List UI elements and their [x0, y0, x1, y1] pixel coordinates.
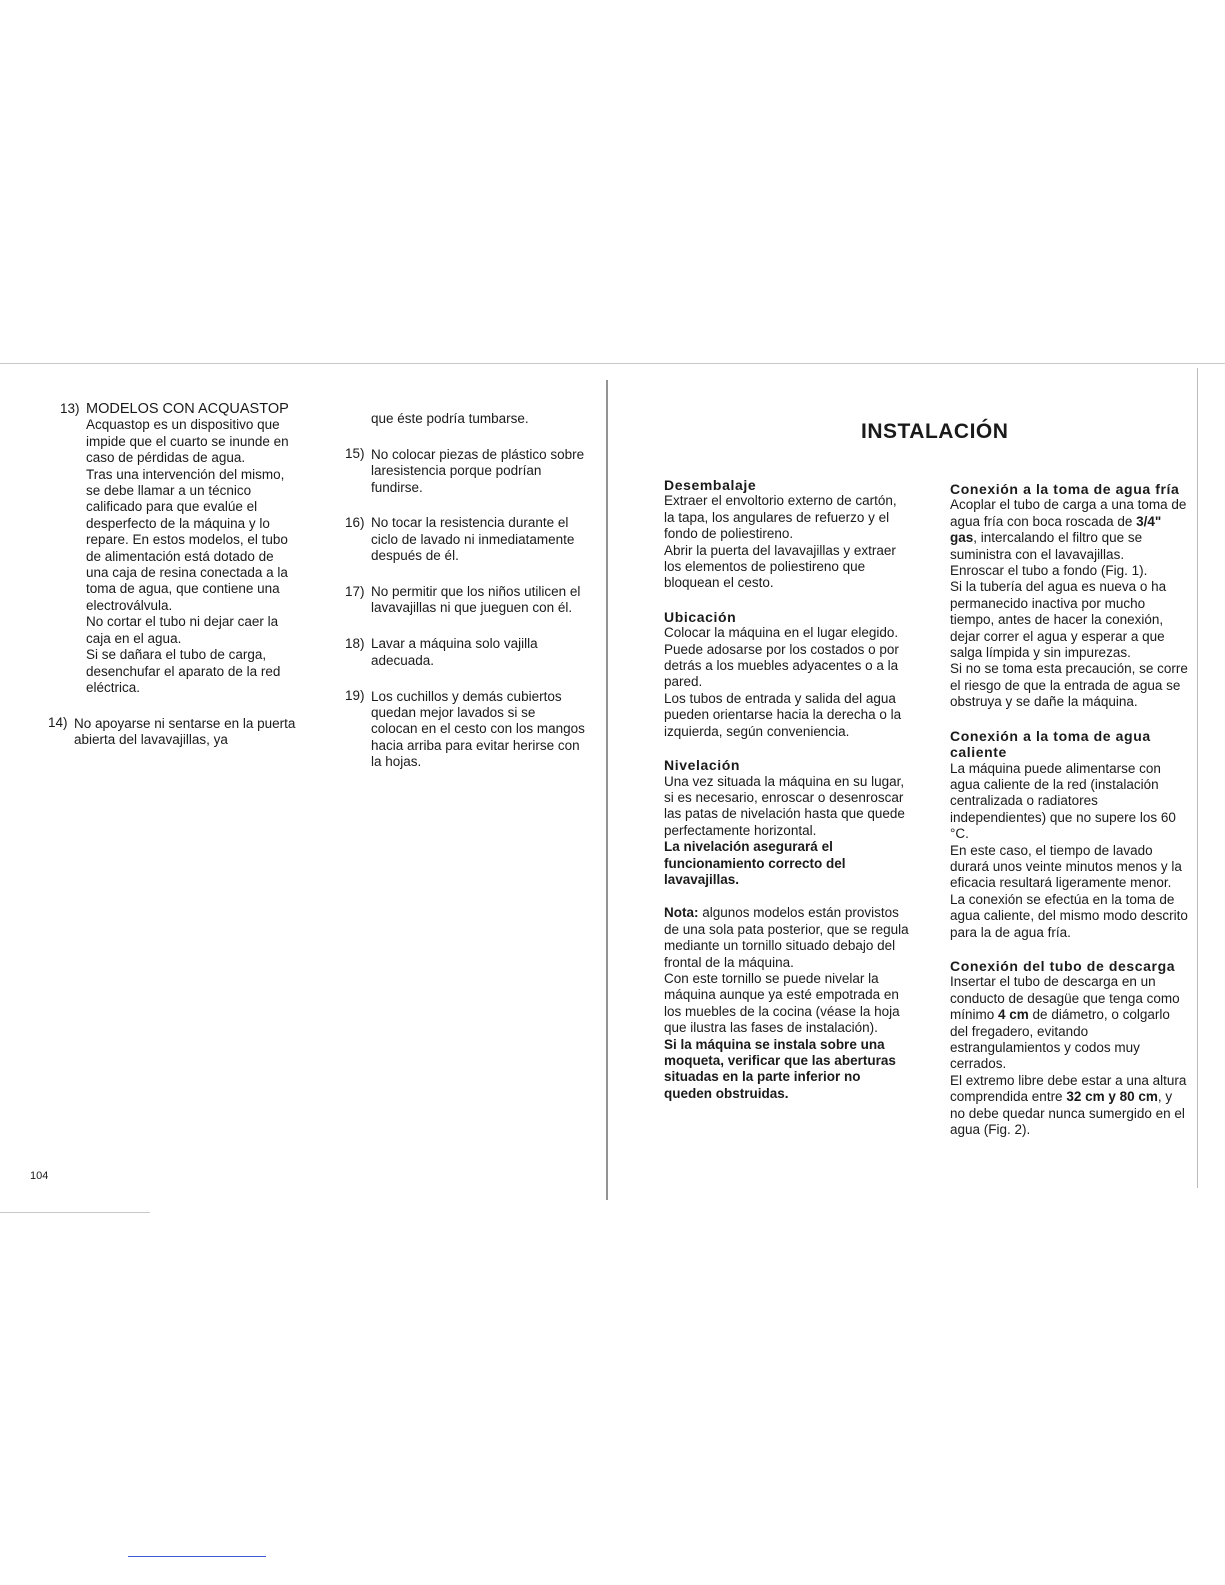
continued-text: [345, 411, 585, 427]
section-heading: Ubicación: [664, 608, 737, 625]
left-column-2: [345, 411, 585, 790]
section-heading: Conexión a la toma de agua fría: [950, 481, 1180, 497]
section-desembalaje: [664, 477, 910, 592]
list-item-15: [345, 446, 585, 496]
paragraph: No apoyarse ni sentarse en la puerta abierta del lavavajillas, ya: [74, 715, 296, 748]
list-item-19: [345, 688, 585, 770]
paragraph: [950, 497, 1188, 563]
paragraph: No tocar la resistencia durante el ciclo de lavado ni inmediatamente después de él.: [371, 515, 575, 564]
text-run: , intercalando el filtro que se suministra con el lavavajillas.: [950, 530, 1143, 562]
paragraph: Acquastop es un dispositivo que impide que el cuarto se inunde en caso de pérdidas de agua.: [86, 417, 289, 466]
bold-paragraph: La nivelación asegurará el funcionamiento correcto del lavavajillas.: [664, 839, 846, 887]
item-number: 13): [60, 401, 80, 416]
section-nivelacion: [664, 757, 910, 888]
nota-label: Nota:: [664, 905, 699, 921]
section-heading: Desembalaje: [664, 477, 757, 493]
paragraph: La máquina puede alimentarse con agua caliente de la red (instalación centralizada o radiatores independientes) que no supere los 60 °C.: [950, 760, 1176, 842]
paragraph: No permitir que los niños utilicen el lavavajillas ni que jueguen con él.: [371, 584, 581, 616]
list-item-14: [48, 715, 298, 748]
section-nota: [664, 905, 910, 1102]
paragraph: Una vez situada la máquina en su lugar, si es necesario, enroscar o desenroscar las patas de nivelación hasta que quede perfectamente horizontal.: [664, 773, 905, 838]
section-descarga: [950, 958, 1188, 1138]
item-title: MODELOS CON ACQUASTOP: [86, 401, 289, 417]
paragraph: No colocar piezas de plástico sobre laresistencia porque podrían fundirse.: [371, 446, 585, 495]
left-column-1: [48, 401, 298, 768]
paragraph: No cortar el tubo ni dejar caer la caja en el agua.: [86, 614, 279, 646]
paragraph: Si se dañara el tubo de carga, desenchufar el aparato de la red eléctrica.: [86, 647, 281, 695]
paragraph: Los cuchillos y demás cubiertos quedan mejor lavados si se colocan en el cesto con los mangos hacia arriba para evitar herirse con la hojas.: [371, 688, 585, 770]
paragraph: algunos modelos están provistos de una sola pata posterior, que se regula mediante un tornillo situado debajo del frontal de la máquina.: [664, 905, 909, 970]
section-heading: Nivelación: [664, 757, 741, 774]
right-column-1: [664, 477, 910, 1119]
section-agua-caliente: [950, 728, 1188, 941]
paragraph: que éste podría tumbarse.: [371, 411, 529, 426]
section-heading: Conexión a la toma de agua caliente: [950, 727, 1151, 761]
paragraph: Colocar la máquina en el lugar elegido. Puede adosarse por los costados o por detrás a los muebles adyacentes o a la pared.: [664, 625, 899, 690]
bold-run: 3/4" gas: [950, 513, 1162, 546]
bold-paragraph: Si la máquina se instala sobre una moqueta, verificar que las aberturas situadas en la parte inferior no queden obstruidas.: [664, 1036, 896, 1101]
text-run: de diámetro, o colgarlo del fregadero, evitando estrangulamientos y codos muy cerrados.: [950, 1007, 1170, 1072]
text-run: El extremo libre debe estar a una altura comprendida entre: [950, 1072, 1187, 1105]
paragraph: Tras una intervención del mismo, se debe llamar a un técnico calificado para que evalúe el desperfecto de la máquina y lo repare. En estos modelos, el tubo de alimentación está dotado de una caja de resina conectada a la toma de agua, que contiene una electroválvula.: [86, 466, 288, 613]
paragraph: Los tubos de entrada y salida del agua pueden orientarse hacia la derecha o la izquierda, según conveniencia.: [664, 690, 902, 739]
paragraph: En este caso, el tiempo de lavado durará unos veinte minutos menos y la eficacia resultará ligeramente menor.: [950, 842, 1182, 891]
section-ubicacion: [664, 609, 910, 740]
section-agua-fria: [950, 481, 1188, 711]
text-run: Insertar el tubo de descarga en un conducto de desagüe que tenga como mínimo: [950, 974, 1180, 1023]
paragraph: Si la tubería del agua es nueva o ha permanecido inactiva por mucho tiempo, antes de hacer la conexión, dejar correr el agua y esperar a que salga límpida y sin impurezas.: [950, 579, 1167, 661]
text-run: , y no debe quedar nunca sumergido en el agua (Fig. 2).: [950, 1089, 1185, 1138]
page-fold: [606, 380, 608, 1200]
item-number: 19): [345, 688, 365, 704]
item-number: 16): [345, 515, 365, 531]
paragraph: [950, 974, 1188, 1072]
item-number: 15): [345, 446, 365, 462]
paragraph: [950, 1073, 1188, 1139]
text-run: Acoplar el tubo de carga a una toma de agua fría con boca roscada de: [950, 497, 1187, 529]
page-number: 104: [30, 1170, 49, 1182]
paragraph: Extraer el envoltorio externo de cartón, la tapa, los angulares de refuerzo y el fondo de poliestireno.: [664, 493, 897, 542]
list-item-18: [345, 636, 585, 669]
footer-link-underline: [128, 1556, 266, 1557]
paragraph: Si no se toma esta precaución, se corre el riesgo de que la entrada de agua se obstruya y se dañe la máquina.: [950, 661, 1188, 710]
paragraph: Enroscar el tubo a fondo (Fig. 1).: [950, 563, 1148, 579]
item-number: 18): [345, 635, 365, 651]
nota-paragraph: [664, 905, 910, 971]
item-number: 17): [345, 583, 365, 599]
list-item-17: [345, 584, 585, 617]
paragraph: Lavar a máquina solo vajilla adecuada.: [371, 636, 538, 668]
section-heading: Conexión del tubo de descarga: [950, 957, 1176, 974]
list-item-13: [60, 401, 298, 696]
paragraph: La conexión se efectúa en la toma de agua caliente, del mismo modo descrito para la de agua fría.: [950, 891, 1188, 940]
paragraph: Con este tornillo se puede nivelar la máquina aunque ya esté empotrada en los muebles de la cocina (véase la hoja que ilustra las fases de instalación).: [664, 970, 900, 1036]
bold-run: 32 cm y 80 cm: [1066, 1089, 1158, 1105]
paragraph: Abrir la puerta del lavavajillas y extraer los elementos de poliestireno que bloquean el cesto.: [664, 542, 896, 591]
list-item-16: [345, 515, 585, 565]
right-edge-line: [1197, 368, 1198, 1188]
item-number: 14): [48, 715, 68, 731]
page-title: INSTALACIÓN: [861, 420, 1009, 443]
top-rule: [0, 363, 1225, 364]
right-column-2: [950, 481, 1188, 1155]
bold-run: 4 cm: [998, 1007, 1029, 1023]
bottom-rule: [0, 1212, 150, 1213]
